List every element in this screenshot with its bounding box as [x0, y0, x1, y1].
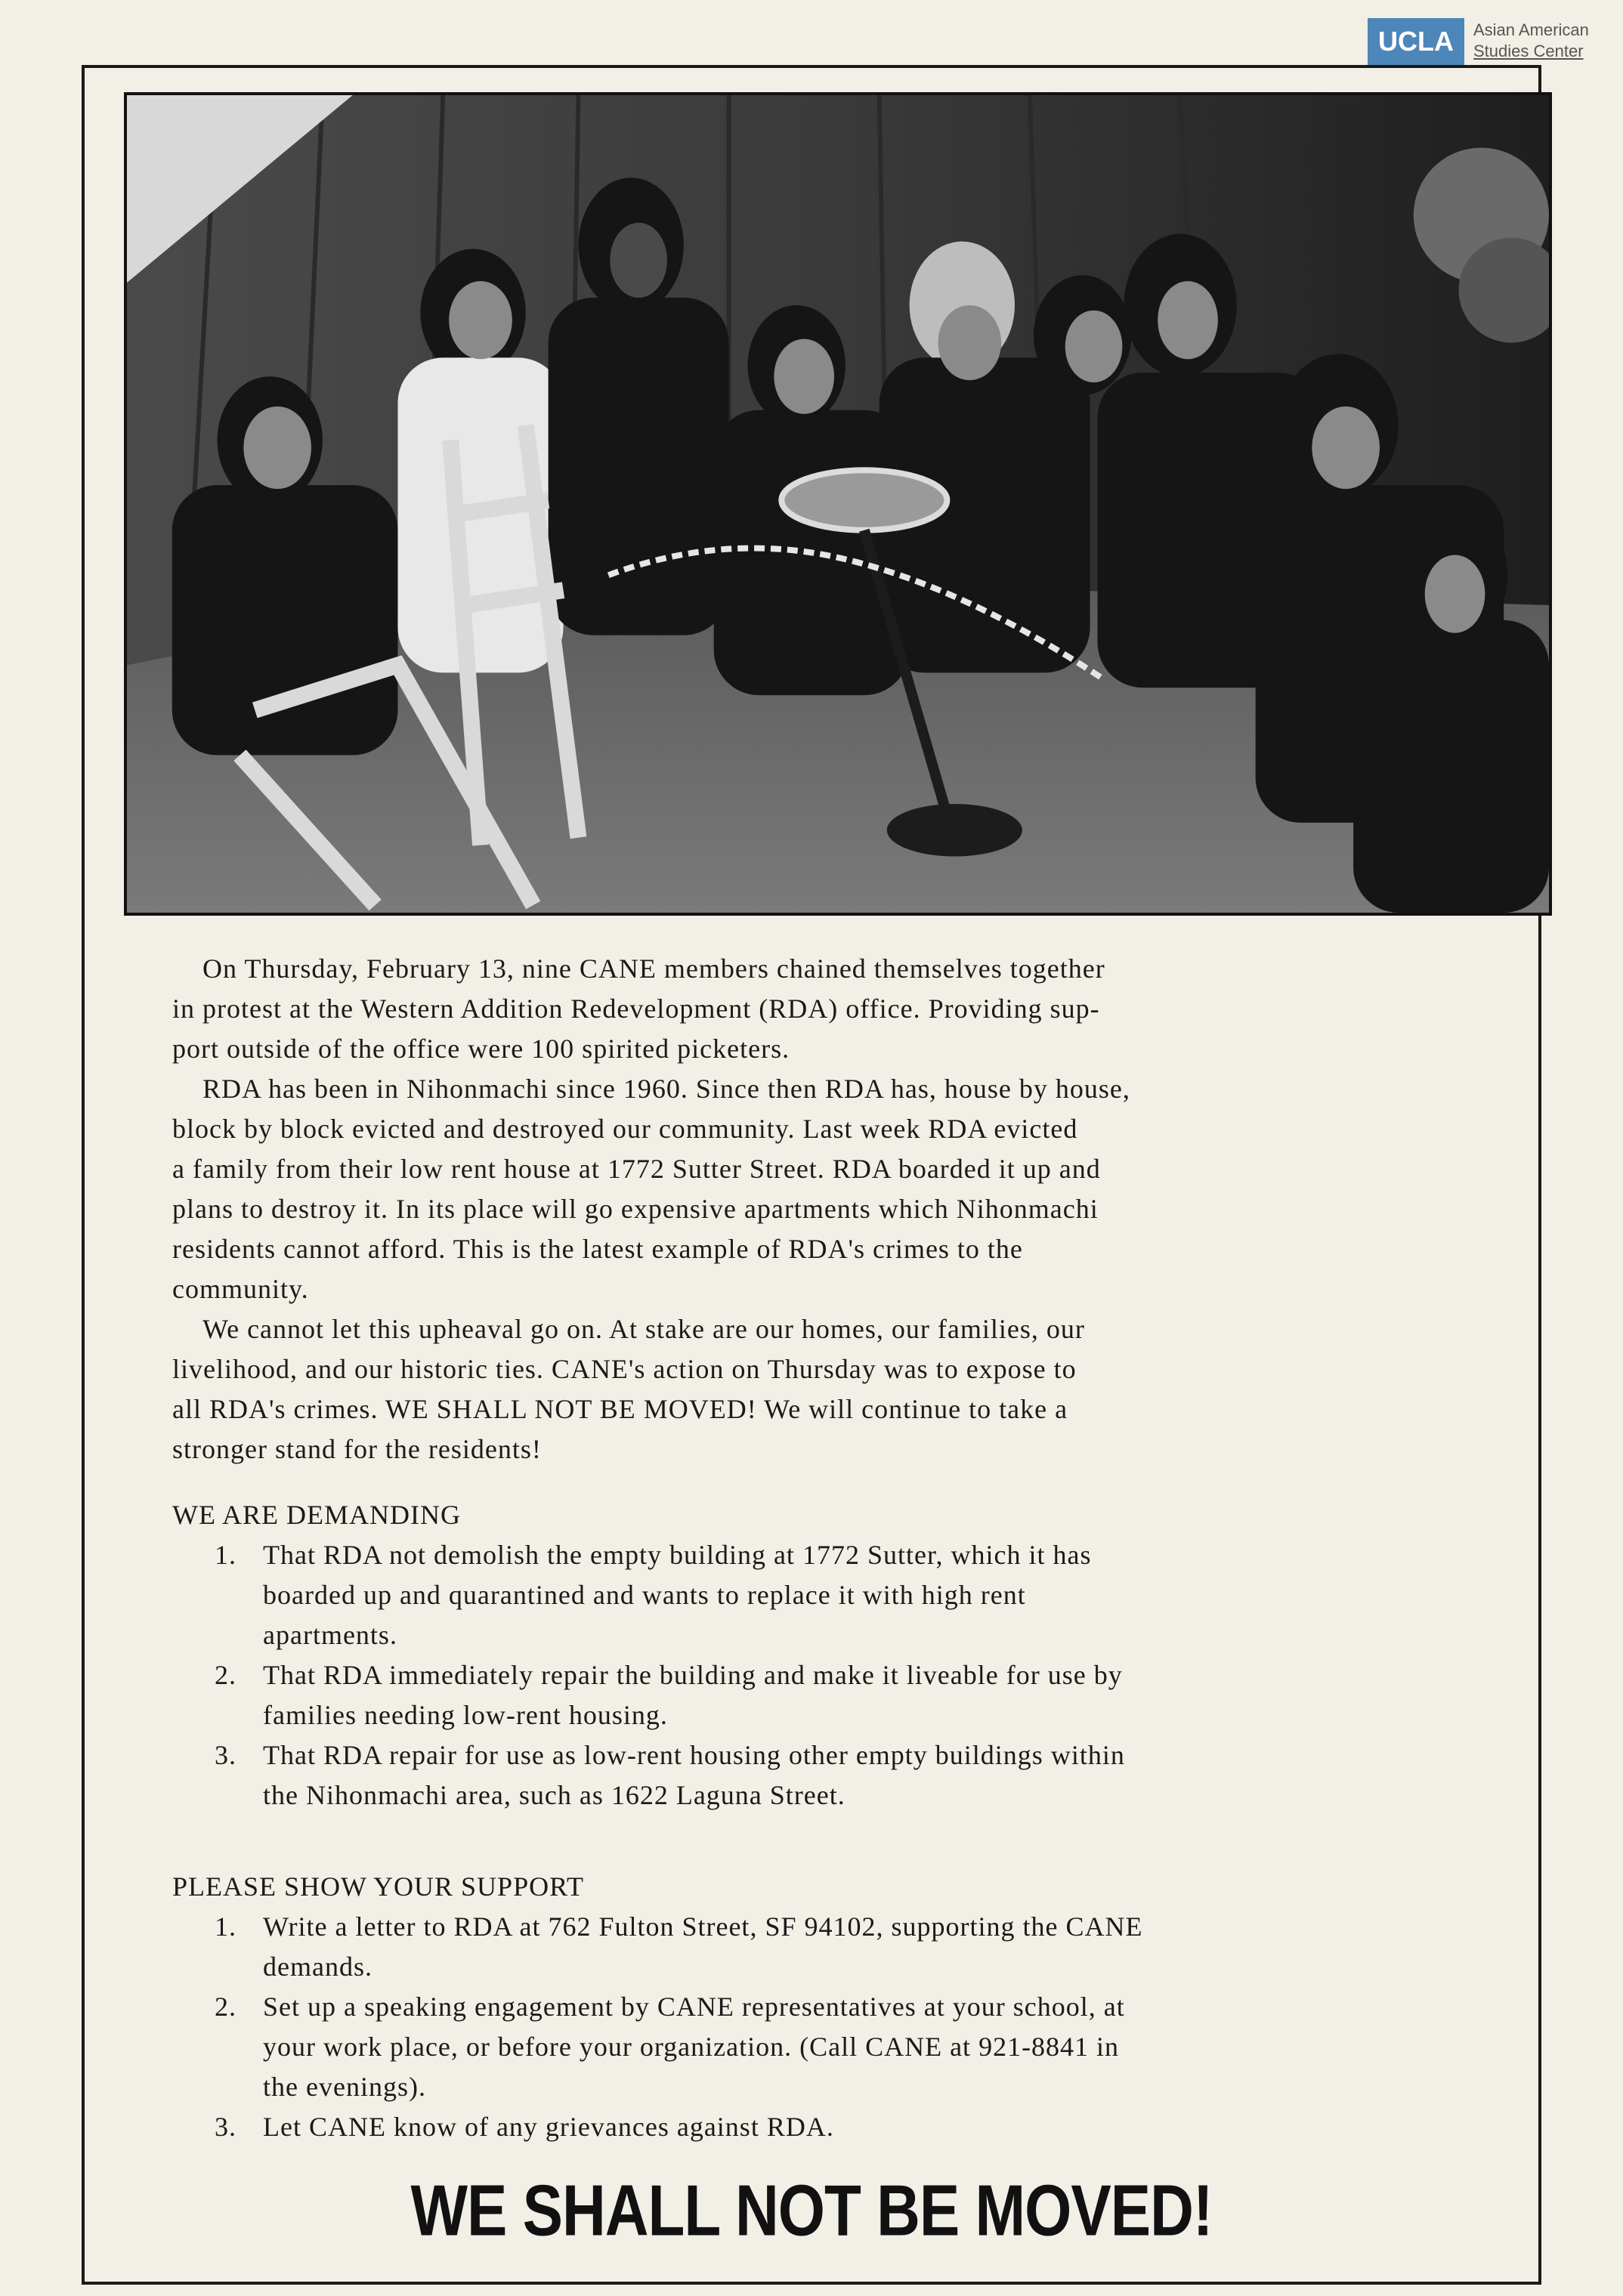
demands-list: [172, 1535, 1502, 1815]
ucla-logo: UCLA: [1368, 18, 1464, 65]
demand-1-line-2: boarded up and quarantined and wants to replace it with high rent: [263, 1580, 1026, 1610]
paragraph-3: [172, 1309, 1502, 1469]
p2-line-1: RDA has been in Nihonmachi since 1960. Since then RDA has, house by house,: [202, 1074, 1130, 1104]
support-1-line-1: Write a letter to RDA at 762 Fulton Street, SF 94102, supporting the CANE: [263, 1911, 1143, 1942]
support-number: 3.: [215, 2112, 236, 2142]
demand-item-1: [172, 1535, 1502, 1655]
p1-line-3: port outside of the office were 100 spirited picketers.: [172, 1034, 790, 1064]
demand-item-2: [172, 1655, 1502, 1735]
support-number: 2.: [215, 1992, 236, 2022]
support-number: 1.: [215, 1911, 236, 1942]
p3-line-3: all RDA's crimes. WE SHALL NOT BE MOVED! We will continue to take a: [172, 1394, 1068, 1424]
p1-line-1: On Thursday, February 13, nine CANE members chained themselves together: [202, 953, 1105, 984]
demand-2-line-1: That RDA immediately repair the building and make it liveable for use by: [263, 1660, 1123, 1690]
p3-line-1: We cannot let this upheaval go on. At stake are our homes, our families, our: [202, 1314, 1085, 1344]
p3-line-4: stronger stand for the residents!: [172, 1434, 542, 1464]
p2-line-4: plans to destroy it. In its place will go expensive apartments which Nihonmachi: [172, 1194, 1099, 1224]
center-line-1: Asian American: [1473, 20, 1589, 39]
p2-line-6: community.: [172, 1274, 309, 1304]
protest-photo: [124, 92, 1552, 916]
ucla-badge: [1368, 18, 1609, 65]
paragraph-1: [172, 949, 1502, 1069]
support-list: [172, 1907, 1502, 2147]
photo-of-protesters-chained-together-icon: [127, 95, 1549, 913]
demand-number: 3.: [215, 1740, 236, 1770]
support-heading: PLEASE SHOW YOUR SUPPORT: [172, 1871, 584, 1902]
support-item-1: [172, 1907, 1502, 1987]
support-2-line-1: Set up a speaking engagement by CANE representatives at your school, at: [263, 1992, 1125, 2022]
demand-3-line-1: That RDA repair for use as low-rent housing other empty buildings within: [263, 1740, 1125, 1770]
center-line-2: Studies Center: [1473, 42, 1584, 60]
demand-item-3: [172, 1735, 1502, 1815]
asian-american-studies-center-label: [1473, 20, 1609, 62]
support-item-3: [172, 2107, 1502, 2147]
p2-line-2: block by block evicted and destroyed our community. Last week RDA evicted: [172, 1114, 1078, 1144]
headline-we-shall-not-be-moved: WE SHALL NOT BE MOVED!: [410, 2170, 1213, 2251]
p3-line-2: livelihood, and our historic ties. CANE's action on Thursday was to expose to: [172, 1354, 1077, 1384]
support-1-line-2: demands.: [263, 1951, 373, 1982]
paragraph-2: [172, 1069, 1502, 1309]
demands-heading: WE ARE DEMANDING: [172, 1500, 461, 1530]
p2-line-3: a family from their low rent house at 1772 Sutter Street. RDA boarded it up and: [172, 1154, 1101, 1184]
demand-1-line-1: That RDA not demolish the empty building at 1772 Sutter, which it has: [263, 1540, 1092, 1570]
support-2-line-2: your work place, or before your organization. (Call CANE at 921-8841 in: [263, 2032, 1120, 2062]
demand-number: 1.: [215, 1540, 236, 1570]
p2-line-5: residents cannot afford. This is the latest example of RDA's crimes to the: [172, 1234, 1023, 1264]
support-item-2: [172, 1987, 1502, 2107]
demand-2-line-2: families needing low-rent housing.: [263, 1700, 668, 1730]
demand-1-line-3: apartments.: [263, 1620, 397, 1650]
demand-number: 2.: [215, 1660, 236, 1690]
support-3-line-1: Let CANE know of any grievances against RDA.: [263, 2112, 834, 2142]
article-body: [172, 949, 1502, 2147]
p1-line-2: in protest at the Western Addition Redevelopment (RDA) office. Providing sup-: [172, 993, 1100, 1024]
demand-3-line-2: the Nihonmachi area, such as 1622 Laguna Street.: [263, 1780, 846, 1810]
support-2-line-3: the evenings).: [263, 2072, 426, 2102]
